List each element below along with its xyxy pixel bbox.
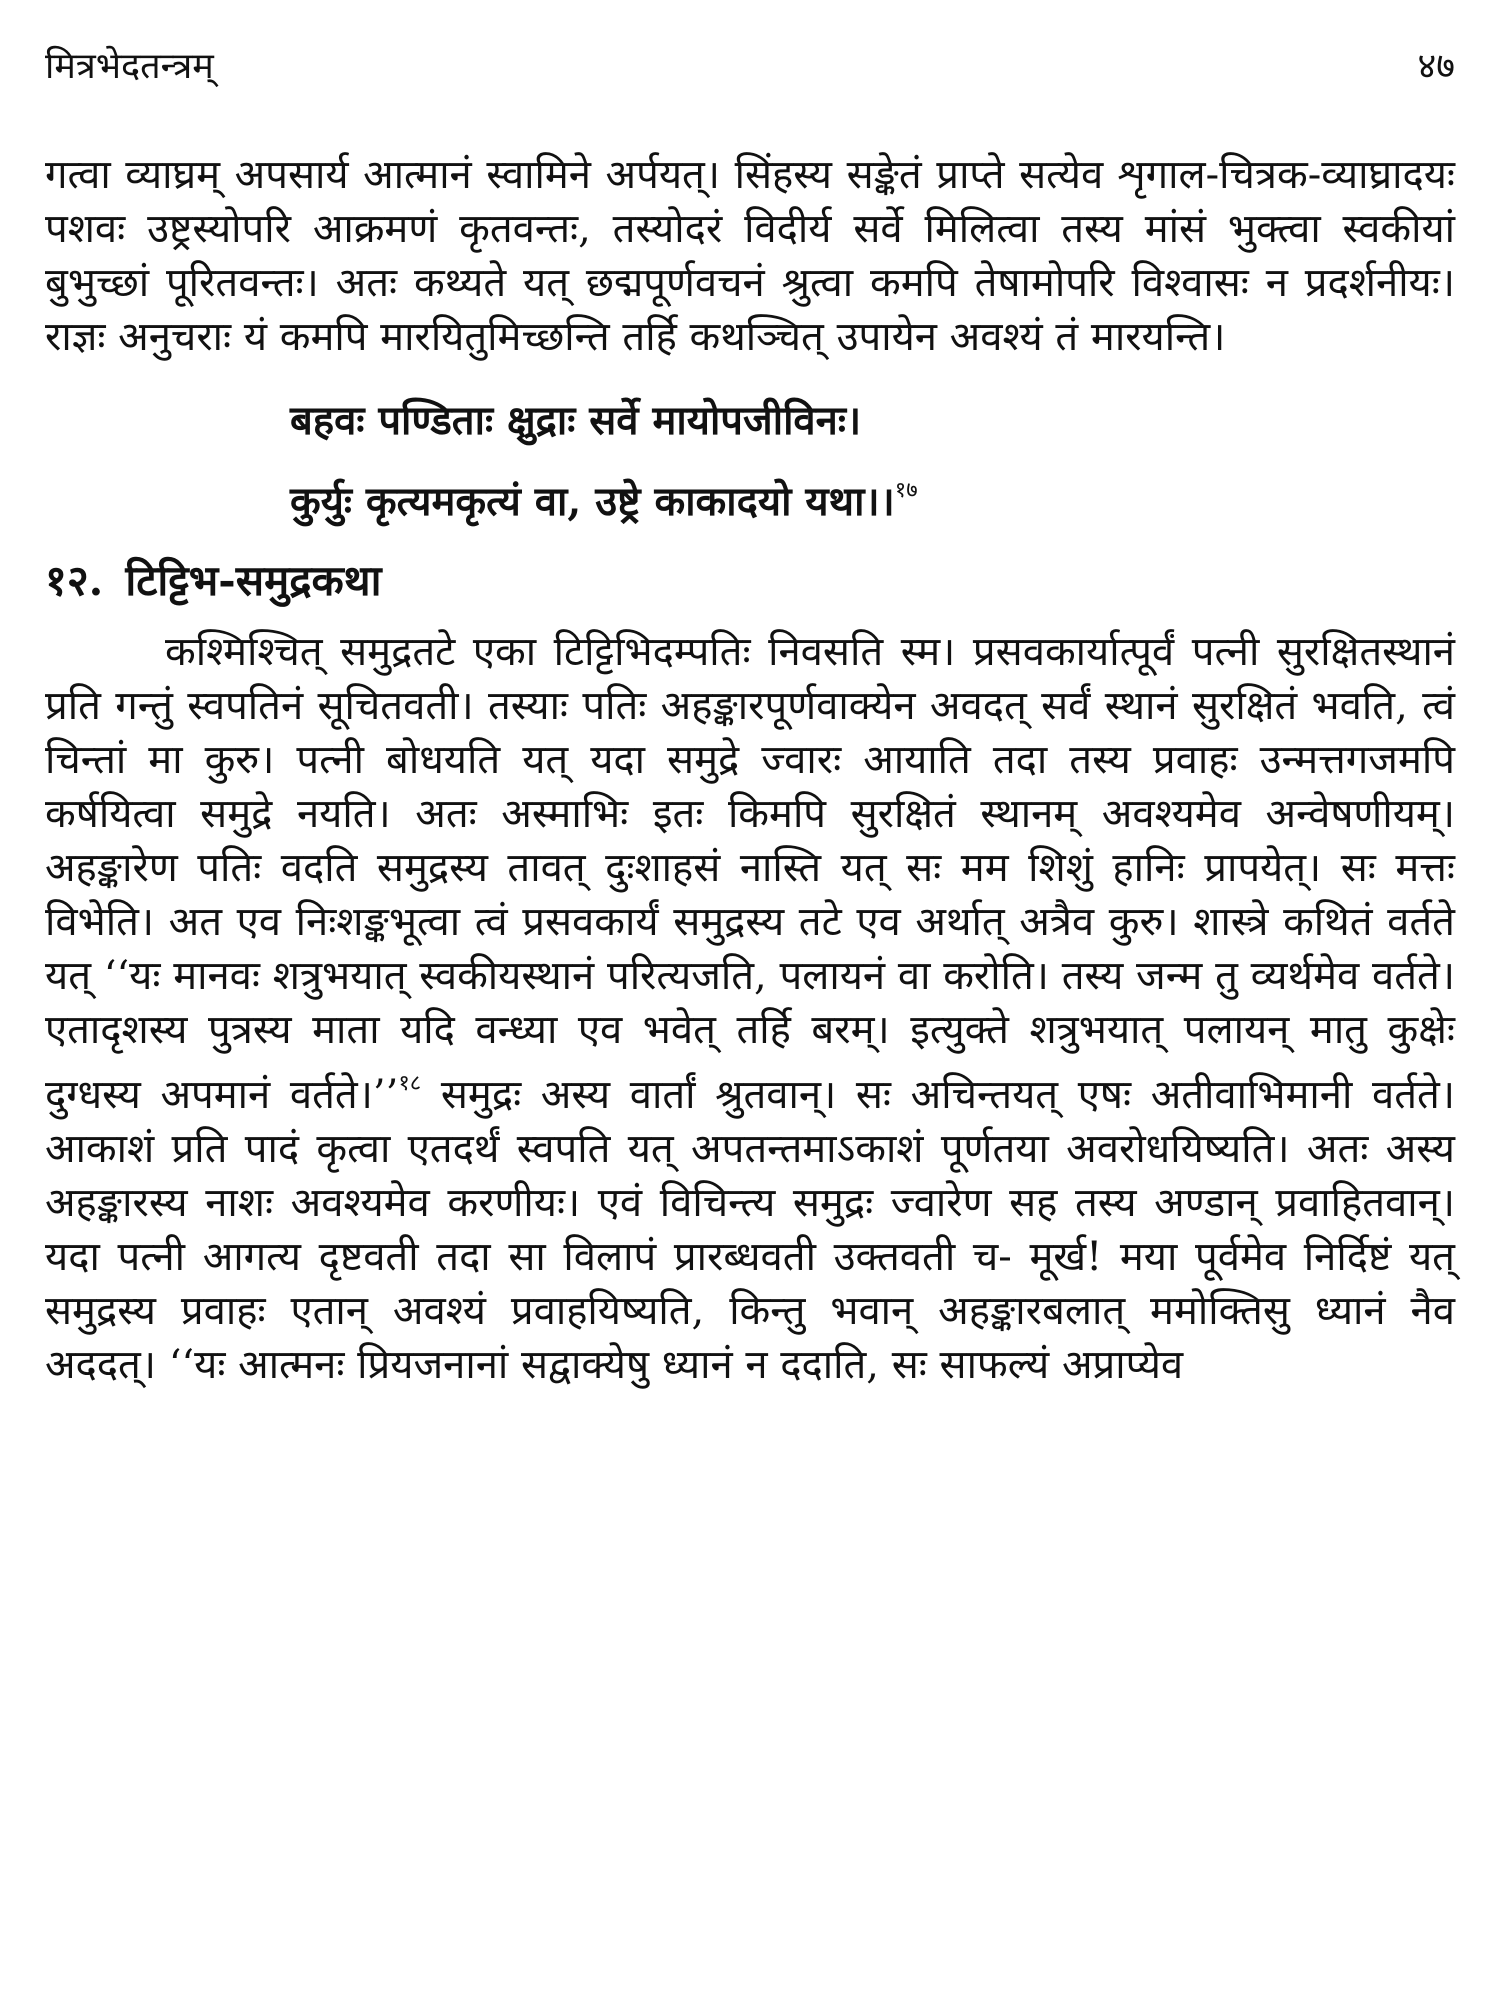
verse-line — [290, 386, 1455, 456]
verse-block — [45, 386, 1455, 537]
section-heading — [45, 551, 1455, 611]
verse-line-text: कुर्युः कृत्यमकृत्यं वा, उष्ट्रे काकादयो यथा।। — [290, 478, 895, 525]
paragraph: गत्वा व्याघ्रम् अपसार्य आत्मानं स्वामिने अर्पयत्। सिंहस्य सङ्केतं प्राप्ते सत्येव शृगाल-चित्रक-व्याघ्रादयः पशवः उष्ट्रस्योपरि आक्रमणं कृतवन्तः, तस्योदरं विदीर्य सर्वे मिलित्वा तस्य मांसं भुक्त्वा स्वकीयां बुभुच्छां पूरितवन्तः। अतः कथ्यते यत् छद्मपूर्णवचनं श्रुत्वा कमपि तेषामोपरि विश्वासः न प्रदर्शनीयः। राज्ञः अनुचराः यं कमपि मारयितुमिच्छन्ति तर्हि कथञ्चित् उपायेन अवश्यं तं मारयन्ति। — [45, 152, 1455, 360]
paragraph-text: समुद्रः अस्य वार्तां श्रुतवान्। सः अचिन्तयत् एषः अतीवाभिमानी वर्तते। आकाशं प्रति पादं कृत्वा एतदर्थं स्वपति यत् अपतन्तमाऽकाशं पूर्णतया अवरोधयिष्यति। अतः अस्य अहङ्कारस्य नाशः अवश्यमेव करणीयः। एवं विचिन्त्य समुद्रः ज्वारेण सह तस्य अण्डान् प्रवाहितवान्। यदा पत्नी आगत्य दृष्टवती तदा सा विलापं प्रारब्धवती उक्तवती च- मूर्ख! मया पूर्वमेव निर्दिष्टं यत् समुद्रस्य प्रवाहः एतान् अवश्यं प्रवाहयिष्यति, किन्तु भवान् अहङ्कारबलात् ममोक्तिसु ध्यानं नैव अददत्। ‘‘यः आत्मनः प्रियजनानां सद्वाक्येषु ध्यानं न ददाति, सः साफल्यं अप्राप्येव — [45, 1072, 1455, 1388]
verse-line — [290, 456, 1455, 537]
footnote-marker: १७ — [894, 478, 918, 503]
section-title: टिट्टिभ-समुद्रकथा — [125, 556, 382, 605]
page-number: ४७ — [1417, 46, 1455, 87]
chapter-title: मित्रभेदतन्त्रम् — [45, 46, 214, 87]
running-header — [45, 40, 1455, 110]
book-page — [45, 40, 1455, 1392]
paragraph-text: कश्मिश्चित् समुद्रतटे एका टिट्टिभिदम्पतिः निवसति स्म। प्रसवकार्यात्पूर्वं पत्नी सुरक्षितस्थानं प्रति गन्तुं स्वपतिनं सूचितवती। तस्याः पतिः अहङ्कारपूर्णवाक्येन अवदत् सर्वं स्थानं सुरक्षितं भवति, त्वं चिन्तां मा कुरु। पत्नी बोधयति यत् यदा समुद्रे ज्वारः आयाति तदा तस्य प्रवाहः उन्मत्तगजमपि कर्षयित्वा समुद्रे नयति। अतः अस्माभिः इतः किमपि सुरक्षितं स्थानम् अवश्यमेव अन्वेषणीयम्। अहङ्कारेण पतिः वदति समुद्रस्य तावत् दुःशाहसं नास्ति यत् सः मम शिशुं हानिः प्रापयेत्। सः मत्तः विभेति। अत एव निःशङ्कभूत्वा त्वं प्रसवकार्यं समुद्रस्य तटे एव अर्थात् अत्रैव कुरु। शास्त्रे कथितं वर्तते यत् ‘‘यः मानवः शत्रुभयात् स्वकीयस्थानं परित्यजति, पलायनं वा करोति। तस्य जन्म तु व्यर्थमेव वर्तते। एतादृशस्य पुत्रस्य माता यदि वन्ध्या एव भवेत् तर्हि बरम्। इत्युक्ते शत्रुभयात् पलायन् मातु कुक्षेः दुग्धस्य अपमानं वर्तते।’’ — [45, 629, 1455, 1118]
footnote-marker: १८ — [398, 1071, 422, 1096]
verse-line-text: बहवः पण्डिताः क्षुद्राः सर्वे मायोपजीविनः। — [290, 397, 862, 444]
section-number: १२. — [45, 556, 104, 605]
paragraph — [45, 625, 1455, 1392]
